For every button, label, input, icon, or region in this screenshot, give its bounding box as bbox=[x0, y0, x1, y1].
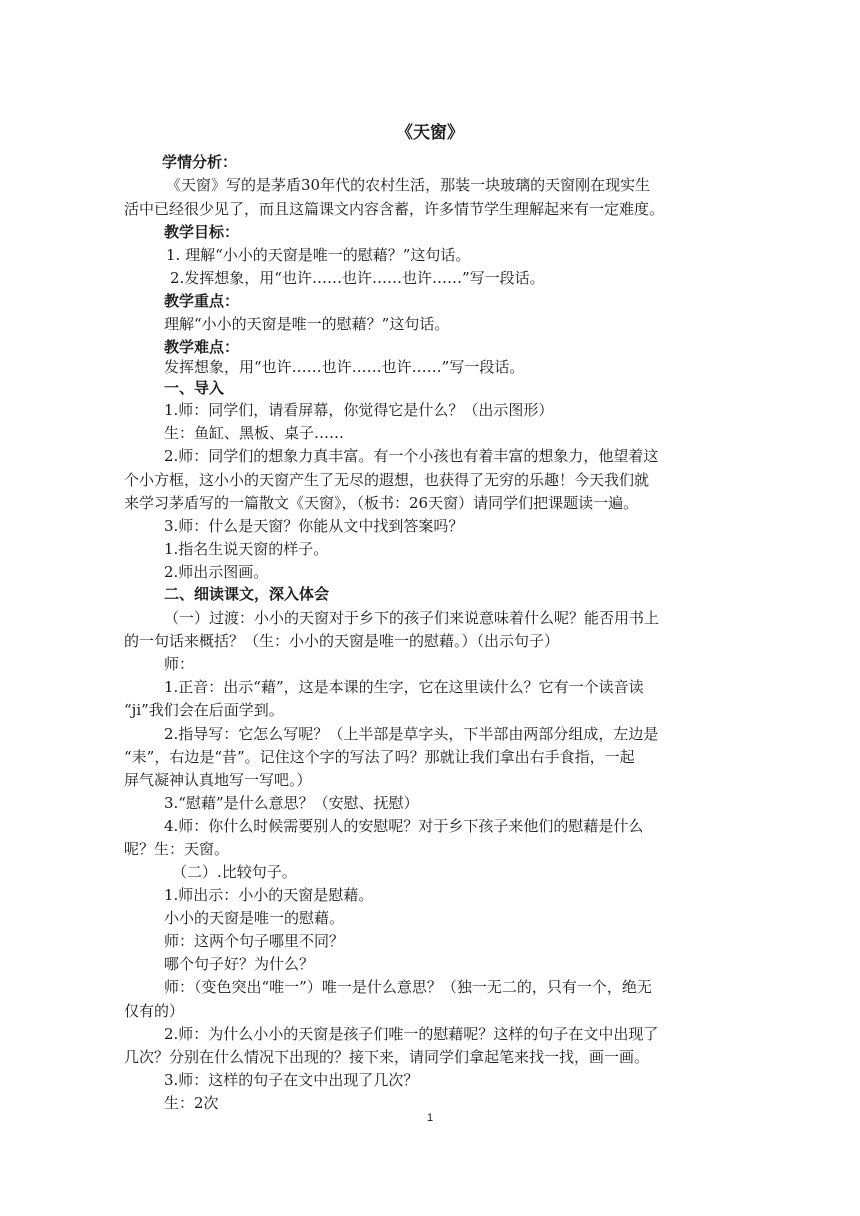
heading-analysis: 学情分析： bbox=[162, 153, 238, 171]
paragraph-line: 师：（变色突出“唯一”）唯一是什么意思？（独一无二的，只有一个，绝无 bbox=[164, 978, 652, 996]
paragraph-line: 师：这两个句子哪里不同？ bbox=[164, 932, 345, 950]
paragraph-line: 理解“小小的天窗是唯一的慰藉？”这句话。 bbox=[164, 315, 450, 333]
paragraph-line: 2.师：为什么小小的天窗是孩子们唯一的慰藉呢？这样的句子在文中出现了 bbox=[164, 1025, 659, 1043]
paragraph-line: 2.师：同学们的想象力真丰富。有一个小孩也有着丰富的想象力，他望着这 bbox=[164, 447, 659, 465]
paragraph-line: “ji”我们会在后面学到。 bbox=[124, 701, 284, 719]
paragraph-line: 仅有的） bbox=[124, 1002, 185, 1020]
paragraph-line: 屏气凝神认真地写一写吧。） bbox=[124, 771, 312, 789]
paragraph-line: 1.指名生说天窗的样子。 bbox=[164, 540, 329, 558]
paragraph-line: 的一句话来概括？（生：小小的天窗是唯一的慰藉。）（出示句子） bbox=[124, 632, 560, 650]
paragraph-line: 3.师：这样的句子在文中出现了几次？ bbox=[164, 1071, 419, 1089]
paragraph-line: 生：鱼缸、黑板、桌子…… bbox=[164, 424, 345, 442]
heading-difficulty: 教学难点： bbox=[164, 338, 240, 356]
paragraph-line: 小小的天窗是唯一的慰藉。 bbox=[164, 909, 345, 927]
heading-intro: 一、导入 bbox=[164, 379, 225, 397]
paragraph-line: （一）过渡：小小的天窗对于乡下的孩子们来说意味着什么呢？能否用书上 bbox=[164, 609, 660, 627]
paragraph-line: 1. 理解“小小的天窗是唯一的慰藉？”这句话。 bbox=[166, 246, 471, 264]
paragraph-line: 3.“慰藉”是什么意思？（安慰、抚慰） bbox=[164, 794, 419, 812]
paragraph-line: 生：2次 bbox=[164, 1094, 219, 1112]
paragraph-line: 1.师：同学们，请看屏幕，你觉得它是什么？（出示图形） bbox=[164, 401, 554, 419]
paragraph-line: 1.正音：出示“藉”，这是本课的生字，它在这里读什么？它有一个读音读 bbox=[164, 678, 644, 696]
paragraph-line: 3.师：什么是天窗？你能从文中找到答案吗？ bbox=[164, 517, 464, 535]
paragraph-line: 几次？分别在什么情况下出现的？接下来，请同学们拿起笔来找一找，画一画。 bbox=[124, 1048, 650, 1066]
paragraph-line: 2.师出示图画。 bbox=[164, 563, 269, 581]
paragraph-line: 活中已经很少见了，而且这篇课文内容含蓄，许多情节学生理解起来有一定难度。 bbox=[124, 200, 665, 218]
paragraph-line: 个小方框，这小小的天窗产生了无尽的遐想，也获得了无穷的乐趣！今天我们就 bbox=[124, 471, 650, 489]
heading-close-reading: 二、细读课文，深入体会 bbox=[164, 585, 330, 603]
paragraph-line: 2.发挥想象，用“也许……也许……也许……”写一段话。 bbox=[170, 269, 545, 287]
paragraph-line: 来学习茅盾写的一篇散文《天窗》，（板书：26天窗）请同学们把课题读一遍。 bbox=[124, 494, 639, 512]
paragraph-line: “耒”，右边是“昔”。记住这个字的写法了吗？那就让我们拿出右手食指，一起 bbox=[124, 748, 635, 766]
heading-objectives: 教学目标： bbox=[164, 223, 240, 241]
paragraph-line: 哪个句子好？为什么？ bbox=[164, 955, 315, 973]
paragraph-line: 4.师：你什么时候需要别人的安慰呢？对于乡下孩子来他们的慰藉是什么 bbox=[164, 817, 644, 835]
heading-key-point: 教学重点： bbox=[164, 292, 240, 310]
paragraph-line: （二）.比较句子。 bbox=[172, 863, 297, 881]
paragraph-line: 师： bbox=[164, 655, 195, 673]
paragraph-line: 2.指导写：它怎么写呢？（上半部是草字头，下半部由两部分组成，左边是 bbox=[164, 725, 659, 743]
paragraph-line: 发挥想象，用“也许……也许……也许……”写一段话。 bbox=[164, 358, 525, 376]
paragraph-line: 呢？生：天窗。 bbox=[124, 840, 230, 858]
paragraph-line: 《天窗》写的是茅盾30年代的农村生活，那装一块玻璃的天窗刚在现实生 bbox=[166, 176, 651, 194]
page-number: 1 bbox=[426, 1112, 434, 1124]
paragraph-line: 1.师出示：小小的天窗是慰藉。 bbox=[164, 886, 374, 904]
document-title: 《天窗》 bbox=[396, 123, 464, 143]
